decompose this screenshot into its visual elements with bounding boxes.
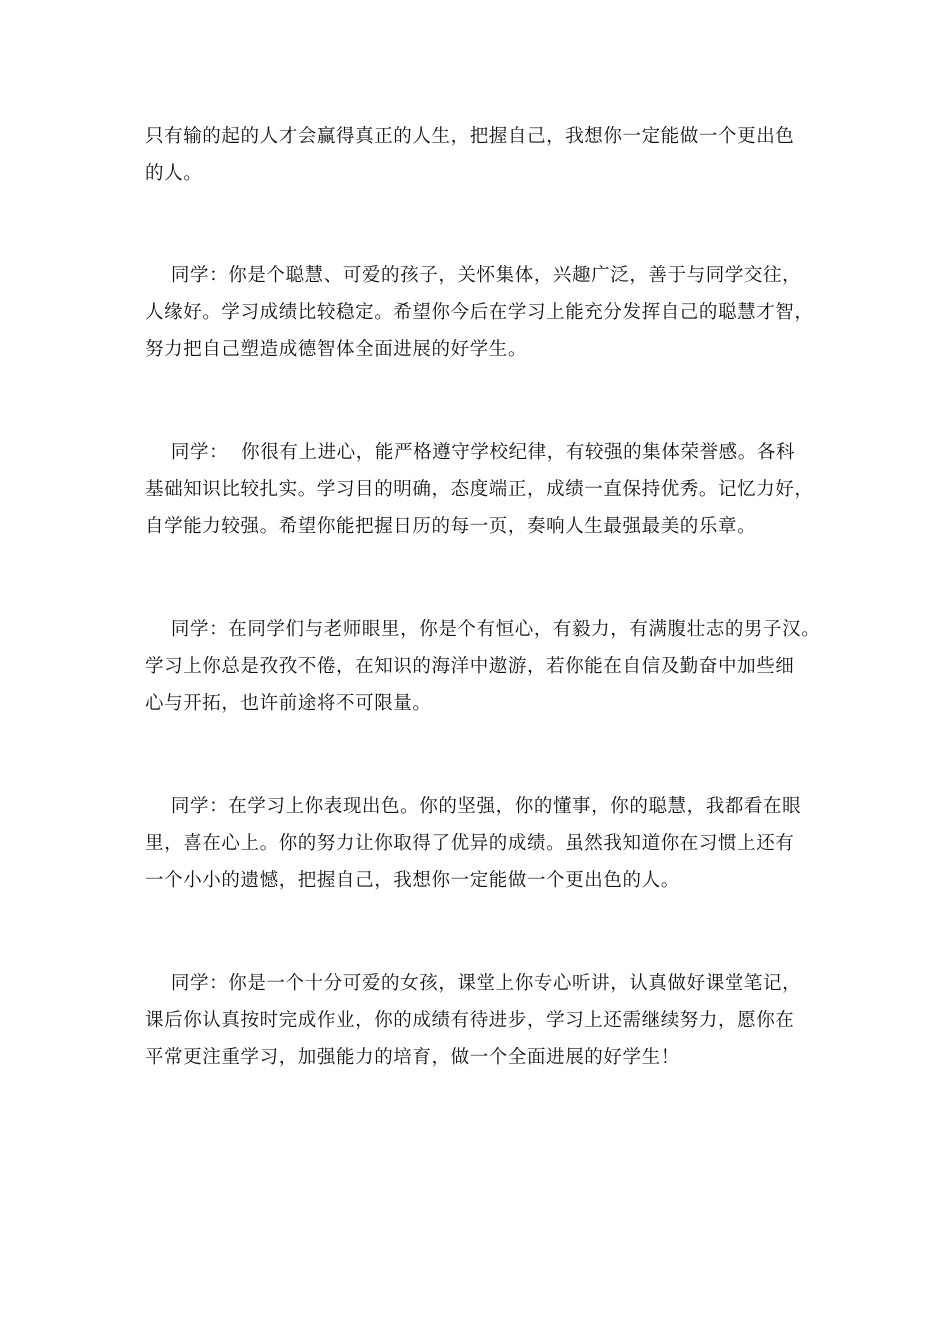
comment-paragraph-6 <box>145 965 825 1076</box>
paragraph-line: 基础知识比较扎实。学习目的明确，态度端正，成绩一直保持优秀。记忆力好， <box>145 479 814 500</box>
paragraph-line: 的人。 <box>145 163 203 184</box>
comment-paragraph-5 <box>145 788 825 899</box>
paragraph-line: 心与开拓，也许前途将不可限量。 <box>145 693 432 714</box>
paragraph-line: 同学：你是一个十分可爱的女孩，课堂上你专心听讲，认真做好课堂笔记， <box>145 973 802 994</box>
paragraph-line: 里，喜在心上。你的努力让你取得了优异的成绩。虽然我知道你在习惯上还有 <box>145 833 795 854</box>
paragraph-line: 课后你认真按时完成作业，你的成绩有待进步，学习上还需继续努力，愿你在 <box>145 1010 795 1031</box>
paragraph-line: 只有输的起的人才会赢得真正的人生，把握自己，我想你一定能做一个更出色 <box>145 126 795 147</box>
paragraph-line: 同学：在学习上你表现出色。你的坚强，你的懂事，你的聪慧，我都看在眼 <box>145 796 802 817</box>
paragraph-line: 平常更注重学习，加强能力的培育，做一个全面进展的好学生！ <box>145 1047 680 1068</box>
paragraph-line: 人缘好。学习成绩比较稳定。希望你今后在学习上能充分发挥自己的聪慧才智， <box>145 302 814 323</box>
paragraph-line: 同学： 你很有上进心，能严格遵守学校纪律，有较强的集体荣誉感。各科 <box>145 442 796 463</box>
paragraph-line: 自学能力较强。希望你能把握日历的每一页，奏响人生最强最美的乐章。 <box>145 516 757 537</box>
paragraph-line: 努力把自己塑造成德智体全面进展的好学生。 <box>145 339 528 360</box>
paragraph-line: 学习上你总是孜孜不倦，在知识的海洋中遨游，若你能在自信及勤奋中加些细 <box>145 656 795 677</box>
comment-paragraph-2 <box>145 257 825 368</box>
comment-paragraph-3 <box>145 434 825 545</box>
comment-paragraph-4 <box>145 611 825 722</box>
paragraph-line: 同学：在同学们与老师眼里，你是个有恒心，有毅力，有满腹壮志的男子汉。 <box>145 619 821 640</box>
paragraph-line: 同学：你是个聪慧、可爱的孩子，关怀集体，兴趣广泛，善于与同学交往， <box>145 265 802 286</box>
paragraph-line: 一个小小的遗憾，把握自己，我想你一定能做一个更出色的人。 <box>145 870 680 891</box>
comment-paragraph-1 <box>145 118 825 192</box>
